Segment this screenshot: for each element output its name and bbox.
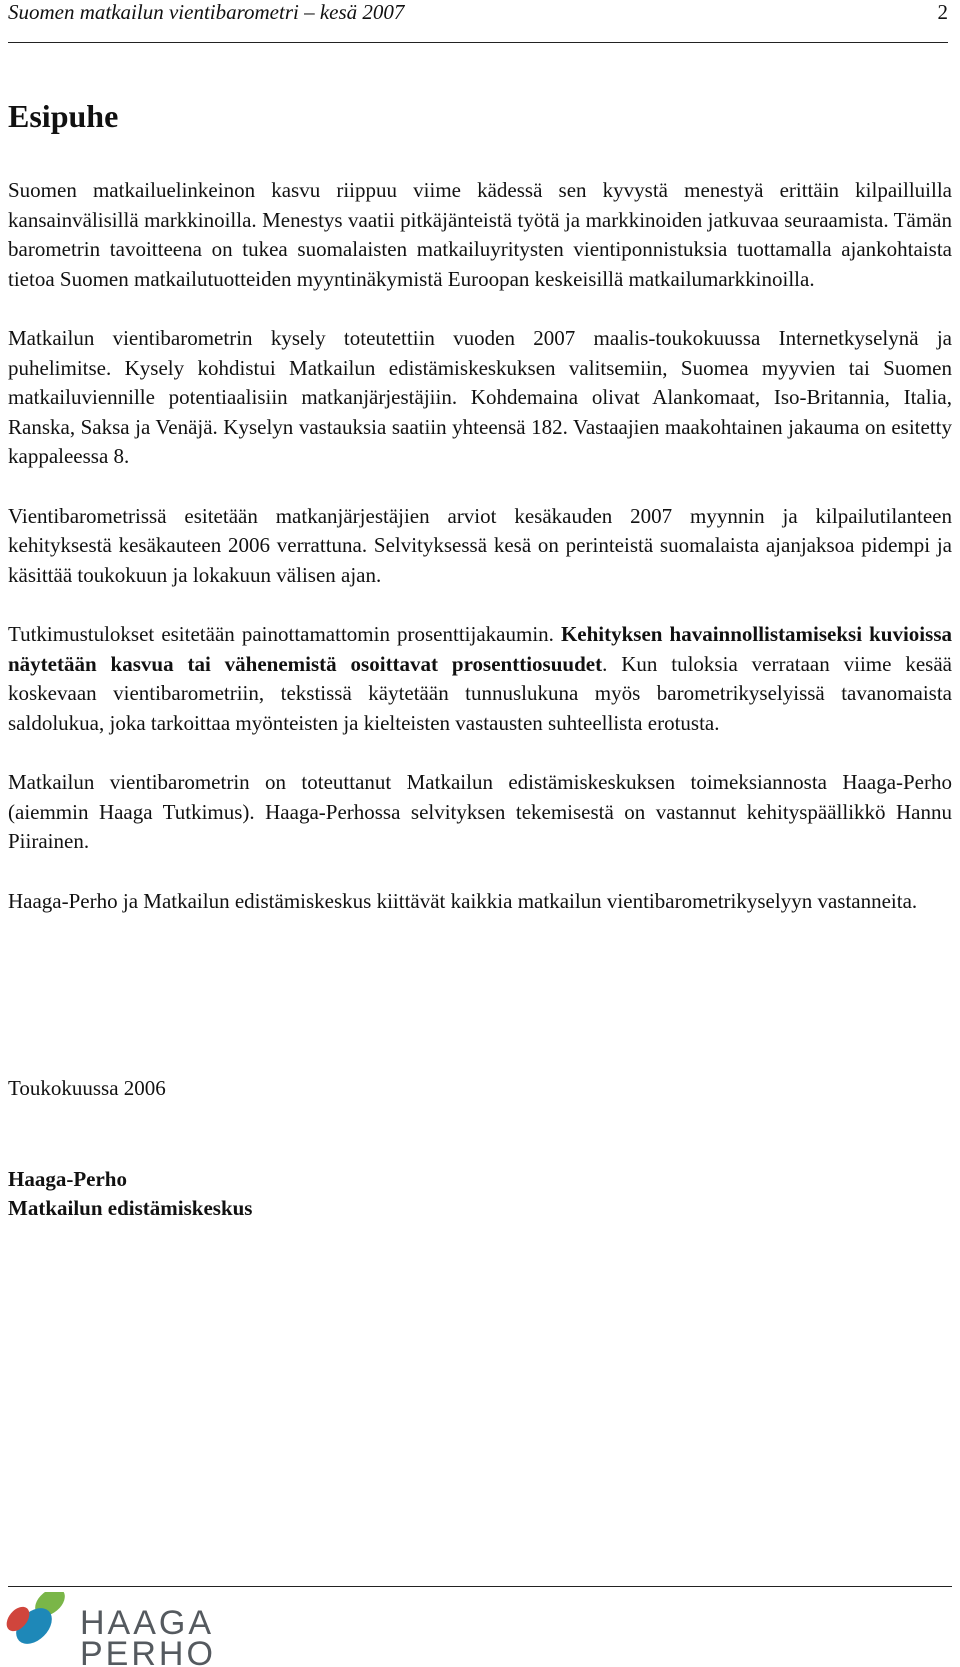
signature-date: Toukokuussa 2006 (8, 1076, 166, 1100)
header-divider (8, 42, 948, 43)
paragraph: Matkailun vientibarometrin on toteuttanut Matkailun edistämiskeskuksen toimeksiannosta Haaga-Perho (aiemmin Haaga Tutkimus). Haaga-Perhossa selvityksen tekemisestä on vastannut kehityspäällikkö Hannu Piirainen. (8, 770, 952, 853)
emphasized-text: Kehityksen havainnollistamiseksi kuvioissa näytetään kasvua tai vähenemistä osoittavat prosenttiosuudet (8, 622, 952, 676)
paragraph-text: . Kun tuloksia verrataan viime kesää koskevaan vientibarometriin, tekstissä käytetään tunnuslukuna myös barometrikyselyissä tavanomaista saldolukua, joka tarkoittaa myönteisten ja kielteisten vastausten suhteellista erotusta. (8, 651, 952, 735)
paragraph: Suomen matkailuelinkeinon kasvu riippuu viime kädessä sen kyvystä menestyä erittäin kilpailluilla kansainvälisillä markkinoilla. Menestys vaatii pitkäjänteistä työtä ja markkinoiden jatkuvaa seuraamista. Tämän barometrin tavoitteena on tukea suomalaisten matkailuyritysten vientiponnistuksia tuottamalla ajankohtaista tietoa Suomen matkailutuotteiden myyntinäkymistä Euroopan keskeisillä matkailumarkkinoilla. (8, 178, 952, 291)
logo-wordmark-line: HAAGA (80, 1604, 215, 1642)
paragraph: Vientibarometrissä esitetään matkanjärjestäjien arviot kesäkauden 2007 myynnin ja kilpailutilanteen kehityksestä kesäkauteen 2006 verrattuna. Selvityksessä kesä on perinteistä suomalaista ajanjaksoa pidempi ja käsittää toukokuun ja lokakuun välisen ajan. (8, 503, 952, 587)
page-number: 2 (937, 0, 948, 24)
footer-divider (8, 1586, 952, 1587)
page-header (8, 0, 948, 26)
paragraph (8, 620, 952, 738)
paragraph: Haaga-Perho ja Matkailun edistämiskeskus kiittävät kaikkia matkailun vientibarometrikyselyyn vastanneita. (8, 888, 918, 913)
haaga-perho-logo (4, 1592, 244, 1667)
signature-organization: Matkailun edistämiskeskus (8, 1196, 253, 1220)
paragraph: Matkailun vientibarometrin kysely toteutettiin vuoden 2007 maalis-toukokuussa Internetkyselynä ja puhelimitse. Kysely kohdistui Matkailun edistämiskeskuksen valitsemiin, Suomea myyvien tai Suomen matkailuviennille potentiaalisiin matkanjärjestäjiin. Kohdemaina olivat Alankomaat, Iso-Britannia, Italia, Ranska, Saksa ja Venäjä. Kyselyn vastauksia saatiin yhteensä 182. Vastaajien maakohtainen jakauma on esitetty kappaleessa 8. (8, 326, 952, 468)
logo-mark-icon (4, 1592, 70, 1651)
document-body (8, 176, 952, 946)
logo-wordmark-line: PERHO (80, 1635, 216, 1667)
page-title: Esipuhe (8, 98, 119, 134)
header-title: Suomen matkailun vientibarometri – kesä 2007 (8, 0, 405, 24)
signature-organization: Haaga-Perho (8, 1167, 127, 1191)
paragraph-text: Tutkimustulokset esitetään painottamattomin prosenttijakaumin. (8, 622, 561, 646)
